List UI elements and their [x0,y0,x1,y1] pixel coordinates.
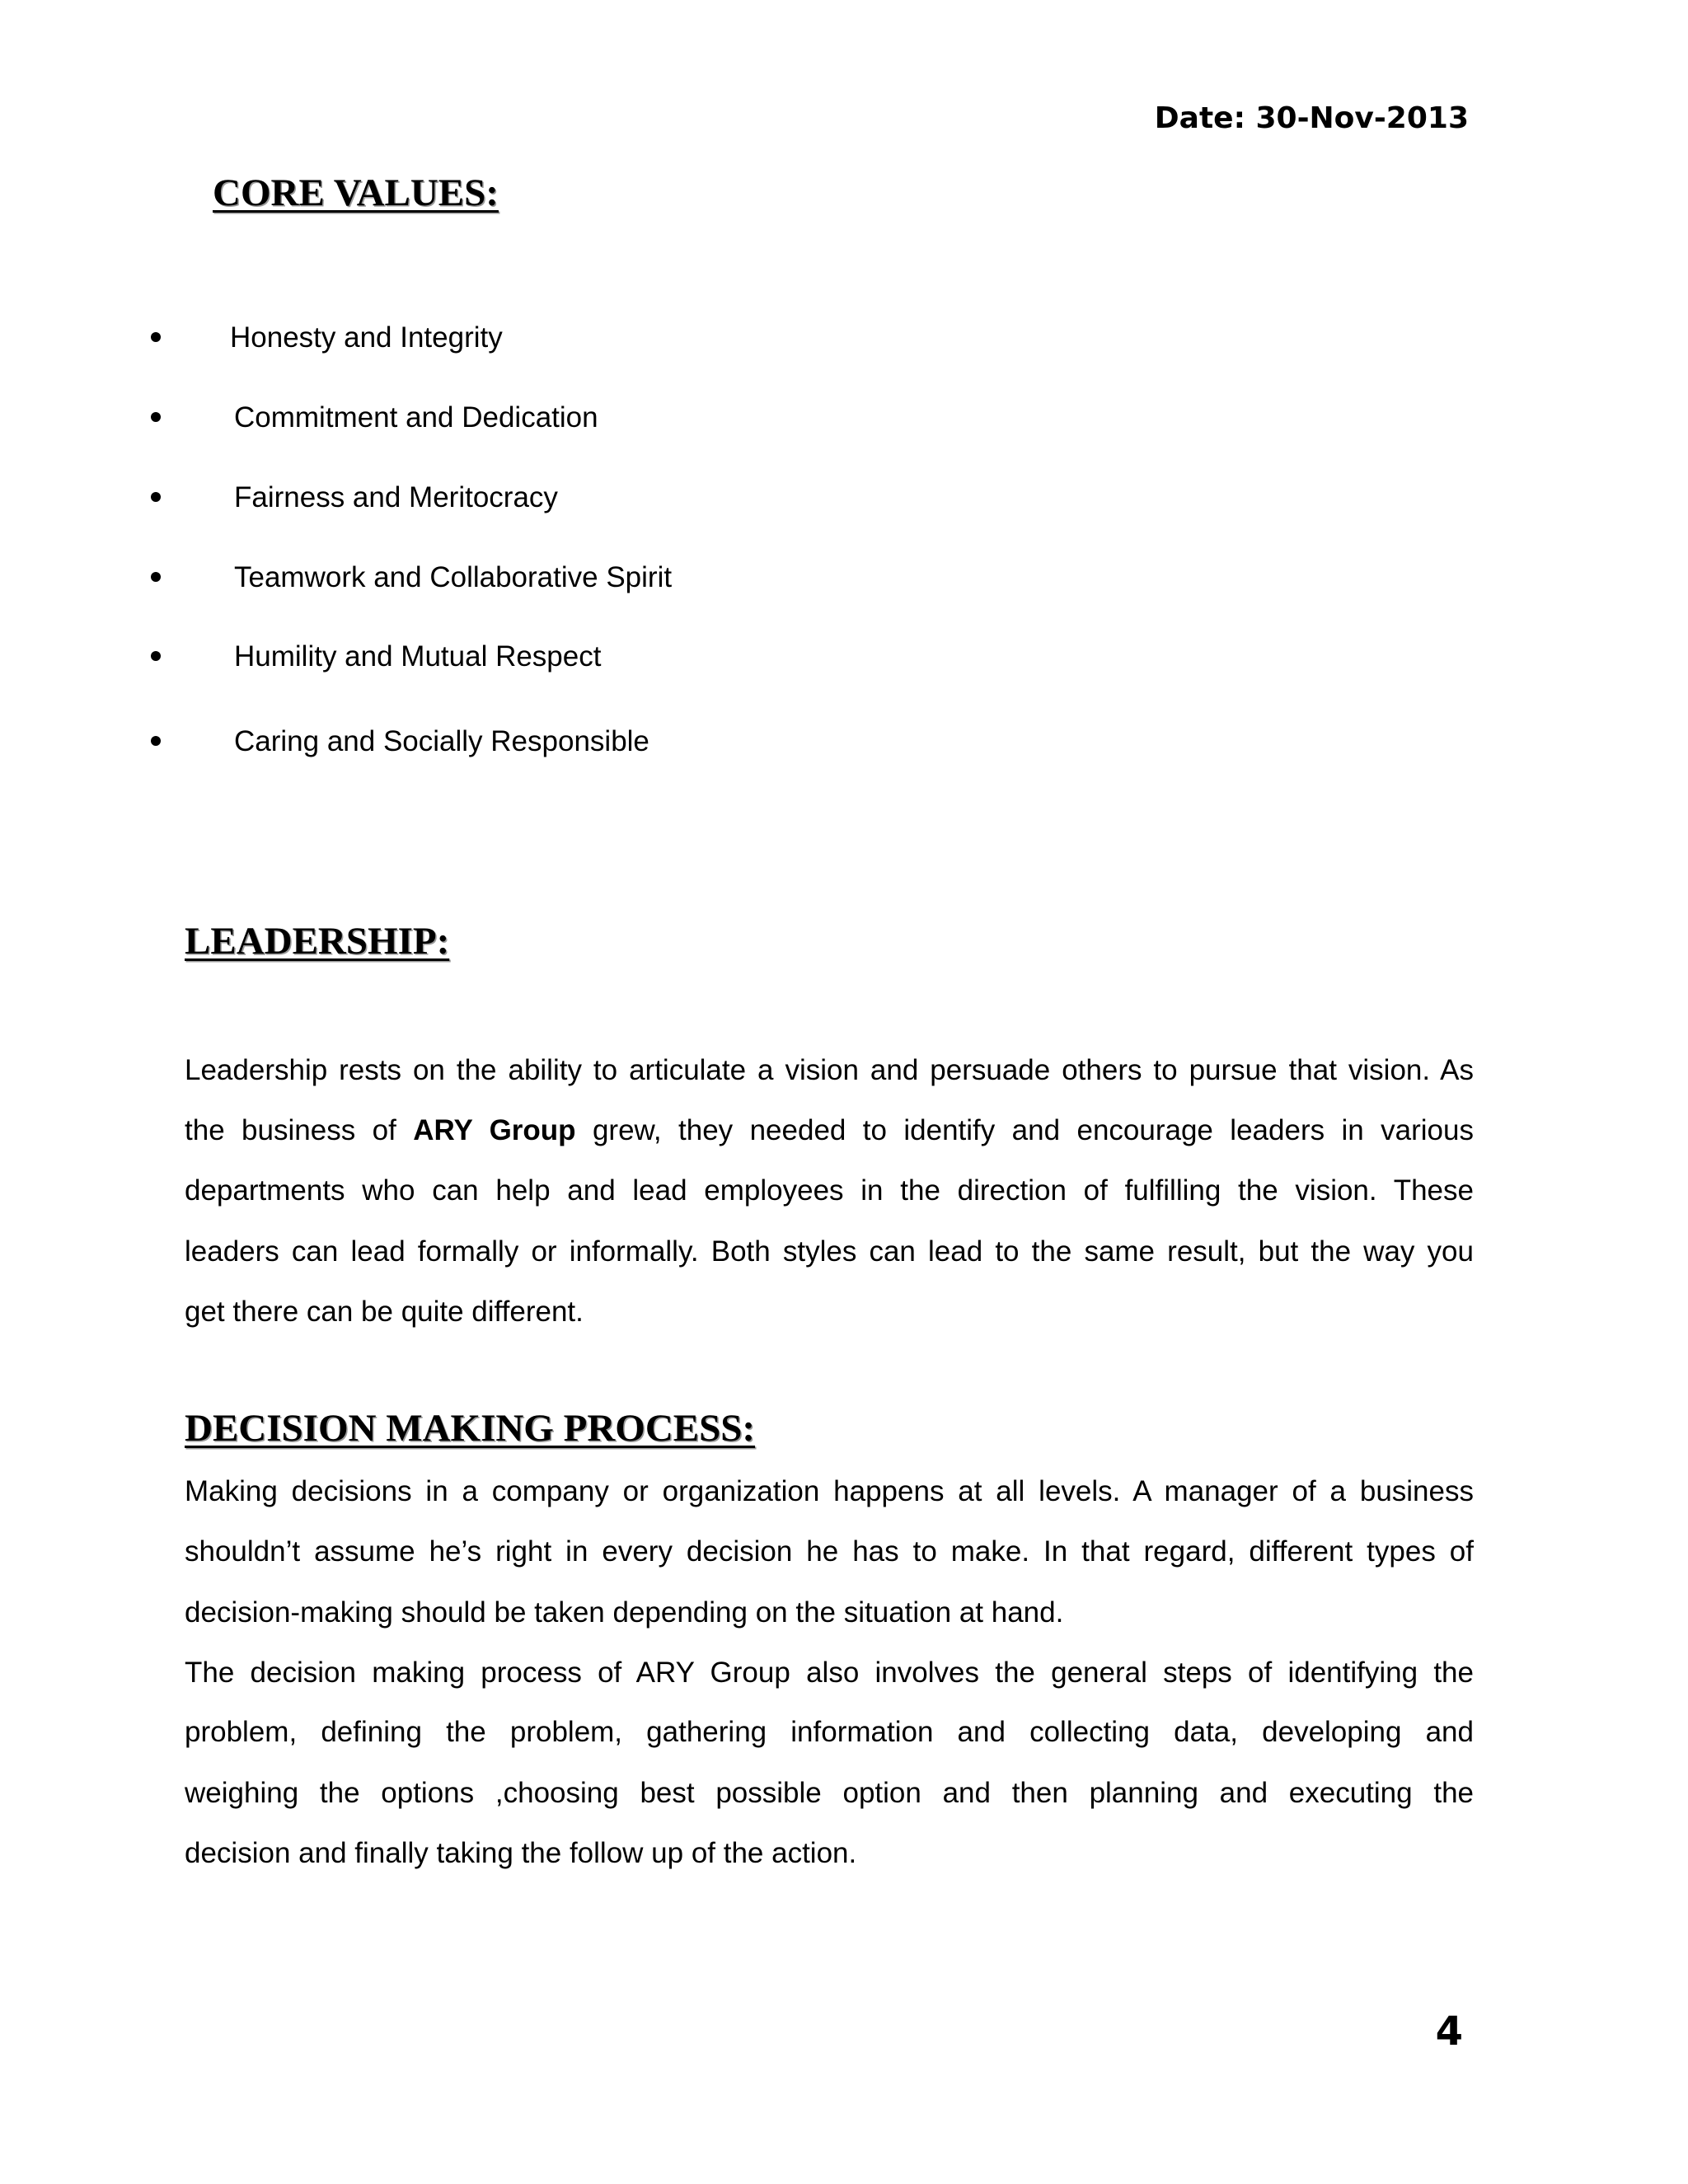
text-run: grew, they needed to identify and encourage leaders in various [575,1114,1474,1146]
page-number: 4 [1435,2008,1463,2055]
paragraph-line: The decision making process of ARY Group also involves the general steps of identifying the [185,1657,1474,1689]
core-value-label: Caring and Socially Responsible [234,725,649,757]
paragraph-line: departments who can help and lead employees in the direction of fulfilling the vision. These [185,1174,1474,1207]
bullet-icon [151,492,161,502]
list-item [0,315,989,361]
bullet-icon [151,572,161,582]
core-value-label: Fairness and Meritocracy [234,481,558,513]
paragraph-line [185,1111,1474,1151]
document-date: Date: 30-Nov-2013 [1154,101,1469,135]
core-value-label: Teamwork and Collaborative Spirit [234,561,673,593]
core-values-heading: CORE VALUES: [213,171,499,214]
decision-making-heading: DECISION MAKING PROCESS: [185,1407,756,1450]
paragraph-line: weighing the options ,choosing best possible option and then planning and executing the [185,1777,1474,1809]
list-item [0,719,989,765]
list-item [0,555,989,601]
list-item [0,475,989,521]
bullet-icon [151,412,161,422]
core-value-label: Humility and Mutual Respect [234,640,602,673]
paragraph-line: leaders can lead formally or informally. Both styles can lead to the same result, but the way you [185,1235,1474,1268]
paragraph-line: Making decisions in a company or organization happens at all levels. A manager of a business [185,1475,1474,1507]
paragraph-line: decision-making should be taken depending on the situation at hand. [185,1596,1064,1629]
paragraph-line: shouldn’t assume he’s right in every decision he has to make. In that regard, different types of [185,1535,1474,1568]
leadership-heading: LEADERSHIP: [185,920,450,963]
paragraph-line: Leadership rests on the ability to articulate a vision and persuade others to pursue that vision. As [185,1054,1474,1086]
list-item [0,395,989,441]
paragraph-line: decision and finally taking the follow up of the action. [185,1837,857,1869]
paragraph-line: problem, defining the problem, gathering information and collecting data, developing and [185,1716,1474,1748]
bullet-icon [151,651,161,661]
paragraph-line: get there can be quite different. [185,1296,584,1328]
list-item [0,634,989,680]
bullet-icon [151,332,161,342]
bullet-icon [151,736,161,746]
core-value-label: Commitment and Dedication [234,401,598,434]
company-name: ARY Group [413,1114,576,1146]
text-run: the business of [185,1114,414,1146]
core-value-label: Honesty and Integrity [230,321,503,354]
